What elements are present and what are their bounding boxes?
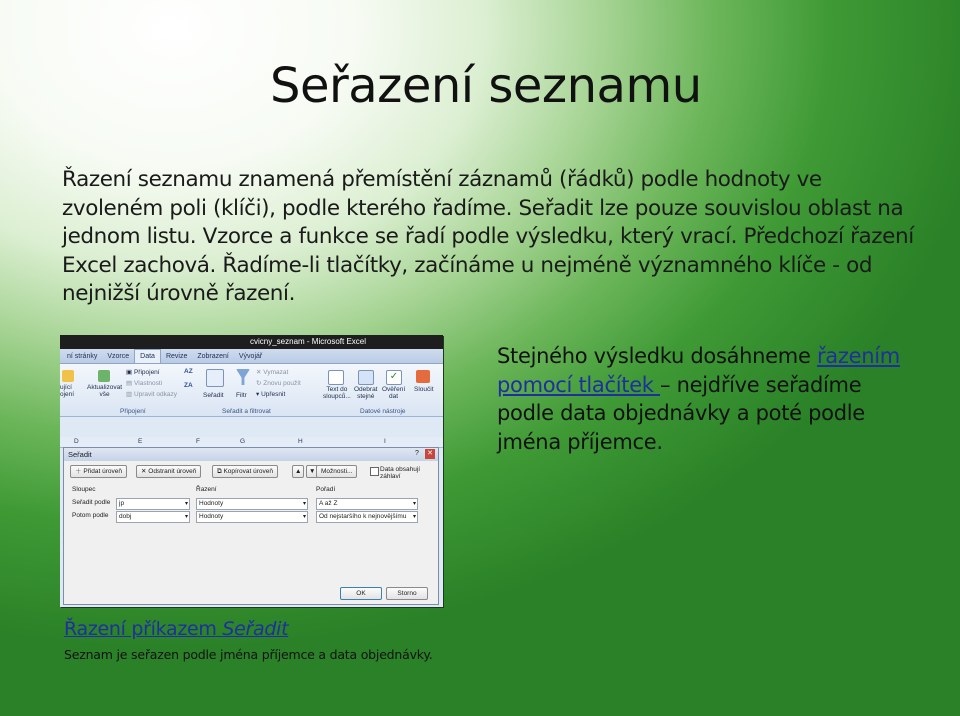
sort-by-column-select[interactable]: jp ▾ bbox=[116, 498, 190, 510]
sort-by-label: Seřadit podle bbox=[72, 499, 111, 506]
consolidate-button[interactable]: Sloučit bbox=[414, 386, 434, 393]
filter-button[interactable]: Filtr bbox=[236, 392, 247, 399]
body-paragraph: Řazení seznamu znamená přemístění záznamů (řádků) podle hodnoty ve zvoleném poli (klíči), podle kterého řadíme. Seřadit lze pouze souvislou oblast na jednom listu. Vzorce a funkce se řadí podle výsledku, který vrací. Předchozí řazení Excel zachová. Řadíme-li tlačítky, začínáme u nejméně významného klíče - od nejnižší úrovně řazení. bbox=[62, 167, 914, 306]
excel-titlebar bbox=[60, 335, 443, 349]
caption-text: Seznam je seřazen podle jména příjemce a data objednávky. bbox=[64, 647, 433, 662]
move-down-button[interactable]: ▼ bbox=[306, 465, 318, 478]
tab-view[interactable]: Zobrazení bbox=[197, 353, 229, 360]
help-icon[interactable]: ? bbox=[415, 450, 419, 457]
header-checkbox[interactable] bbox=[370, 467, 379, 476]
refresh-all-button[interactable]: Aktualizovat vše bbox=[87, 384, 123, 398]
caption-link-prefix: Řazení příkazem bbox=[64, 618, 223, 640]
sort-buttons-link[interactable]: řazením pomocí tlačítek bbox=[497, 344, 900, 397]
excel-window-title: cvicny_seznam - Microsoft Excel bbox=[250, 337, 367, 346]
advanced-button[interactable]: ▾ Upřesnit bbox=[256, 391, 286, 398]
sort-by-sort-on-select[interactable]: Hodnoty ▾ bbox=[196, 498, 308, 510]
sort-on-col-header: Řazení bbox=[196, 486, 217, 493]
remove-duplicates-button[interactable]: Odebrat stejné bbox=[354, 386, 378, 400]
sort-button[interactable]: Seřadit bbox=[203, 392, 224, 399]
slide-title: Seřazení seznamu bbox=[270, 58, 702, 114]
options-button[interactable]: Možnosti... bbox=[316, 465, 357, 478]
reapply-button[interactable]: ↻ Znovu použít bbox=[256, 380, 301, 387]
group-data-tools-label: Datové nástroje bbox=[360, 408, 406, 415]
column-header[interactable]: D bbox=[74, 438, 79, 445]
column-header[interactable]: F bbox=[196, 438, 200, 445]
sort-az-button[interactable]: AZ bbox=[184, 368, 193, 375]
remove-duplicates-icon bbox=[358, 370, 374, 385]
column-header[interactable]: I bbox=[384, 438, 386, 445]
then-by-order-select[interactable]: Od nejstaršího k nejnovějšímu ▾ bbox=[316, 511, 418, 523]
then-by-column-select[interactable]: dobj ▾ bbox=[116, 511, 190, 523]
excel-screenshot bbox=[60, 335, 443, 607]
sort-dialog-icon bbox=[206, 369, 224, 387]
text-to-columns-button[interactable]: Text do sloupců... bbox=[323, 386, 351, 400]
tab-developer[interactable]: Vývojář bbox=[238, 353, 263, 360]
order-col-header: Pořadí bbox=[316, 486, 336, 493]
sort-dialog bbox=[63, 447, 439, 605]
delete-level-button[interactable]: ✕ Odstranit úroveň bbox=[136, 465, 201, 478]
side-text-after: – nejdříve seřadíme podle data objednávky a poté podle jména příjemce. bbox=[497, 372, 865, 454]
connections-icon bbox=[62, 370, 74, 382]
copy-level-button[interactable]: ⧉ Kopírovat úroveň bbox=[212, 465, 278, 478]
then-by-label: Potom podle bbox=[72, 512, 109, 519]
group-sort-label: Seřadit a filtrovat bbox=[222, 408, 271, 415]
side-text bbox=[497, 342, 917, 456]
sort-command-link[interactable] bbox=[64, 618, 288, 640]
slide-body bbox=[62, 166, 922, 309]
connections-button[interactable]: ▣ Připojení bbox=[126, 369, 160, 376]
left-cut-label: ující ojení bbox=[60, 384, 75, 398]
clear-filter-button[interactable]: ✕ Vymazat bbox=[256, 369, 289, 376]
sort-za-button[interactable]: ZA bbox=[184, 382, 193, 389]
header-checkbox-label: Data obsahují záhlaví bbox=[380, 466, 421, 480]
column-col-header: Sloupec bbox=[72, 486, 96, 493]
tab-formulas[interactable]: Vzorce bbox=[107, 353, 130, 360]
data-validation-icon: ✓ bbox=[386, 370, 402, 385]
side-text-before: Stejného výsledku dosáhneme bbox=[497, 344, 817, 368]
sort-dialog-title-text: Seřadit bbox=[68, 450, 92, 459]
move-up-button[interactable]: ▲ bbox=[292, 465, 304, 478]
excel-ribbon-tabs bbox=[60, 349, 443, 364]
tab-page-layout[interactable]: ní stránky bbox=[67, 353, 98, 360]
sort-by-order-select[interactable]: A až Z ▾ bbox=[316, 498, 418, 510]
then-by-sort-on-select[interactable]: Hodnoty ▾ bbox=[196, 511, 308, 523]
caption-link-italic: Seřadit bbox=[222, 618, 289, 640]
cancel-button[interactable]: Storno bbox=[386, 587, 428, 600]
data-validation-button[interactable]: Ověření dat bbox=[382, 386, 406, 400]
excel-ribbon bbox=[60, 364, 443, 417]
text-to-columns-icon bbox=[328, 370, 344, 385]
column-header[interactable]: H bbox=[298, 438, 303, 445]
sort-dialog-title bbox=[64, 448, 438, 461]
refresh-all-icon bbox=[98, 370, 110, 382]
close-icon[interactable]: ✕ bbox=[425, 449, 435, 459]
tab-data[interactable]: Data bbox=[134, 349, 161, 363]
tab-review[interactable]: Revize bbox=[165, 353, 188, 360]
ok-button[interactable]: OK bbox=[340, 587, 382, 600]
consolidate-icon bbox=[416, 370, 430, 383]
column-header[interactable]: E bbox=[138, 438, 143, 445]
edit-links-button[interactable]: ▥ Upravit odkazy bbox=[126, 391, 177, 398]
add-level-button[interactable]: ＋ Přidat úroveň bbox=[70, 465, 127, 478]
filter-icon bbox=[236, 369, 250, 385]
properties-button[interactable]: ▤ Vlastnosti bbox=[126, 380, 163, 387]
group-connections-label: Připojení bbox=[120, 408, 146, 415]
column-header[interactable]: G bbox=[240, 438, 246, 445]
